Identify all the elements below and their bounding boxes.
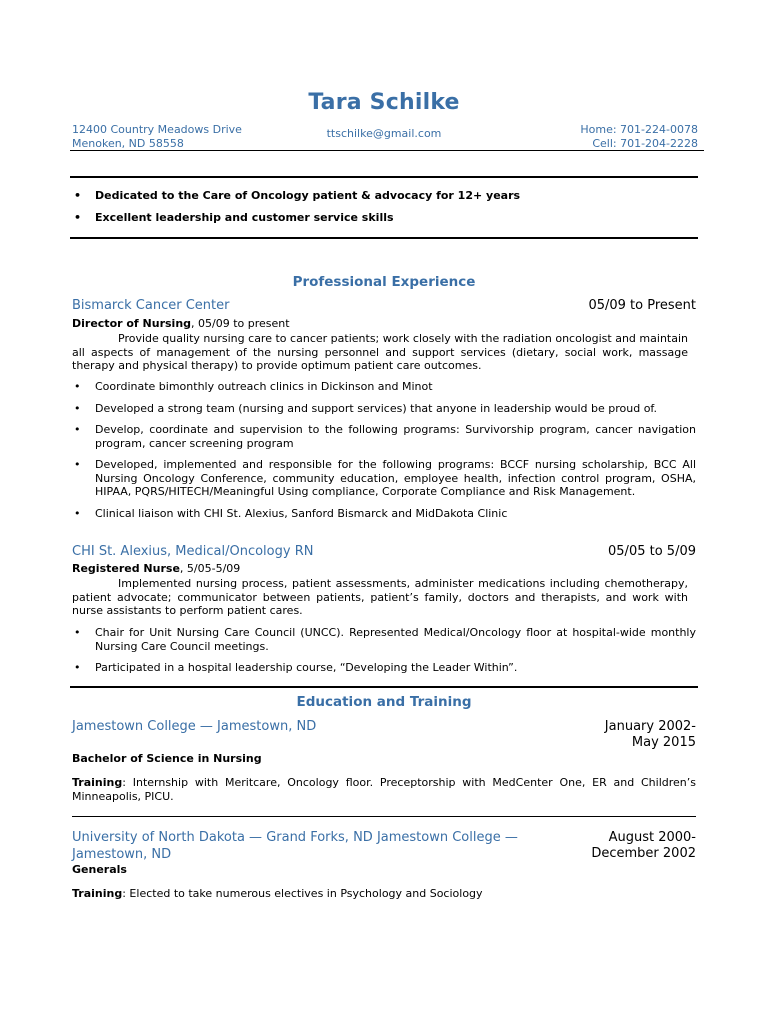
- job-bullet: • Coordinate bimonthly outreach clinics in Dickinson and Minot: [72, 380, 696, 394]
- edu-org: [72, 829, 518, 863]
- job-org: CHI St. Alexius, Medical/Oncology RN: [72, 544, 314, 559]
- edu-training: [72, 887, 696, 901]
- address-line-2: Menoken, ND 58558: [72, 137, 184, 150]
- edu-dates-line: May 2015: [631, 735, 696, 750]
- job-dates: 05/09 to Present: [588, 298, 696, 313]
- job-bullet: • Developed a strong team (nursing and support services) that anyone in leadership would be proud of.: [72, 402, 696, 416]
- summary-item: • Dedicated to the Care of Oncology patient & advocacy for 12+ years: [72, 189, 692, 202]
- edu-org-line: University of North Dakota — Grand Forks, ND Jamestown College —: [72, 830, 518, 845]
- edu-dates: [605, 719, 696, 751]
- header-divider: [70, 150, 704, 151]
- job-bullets: [72, 626, 696, 675]
- job-description: Provide quality nursing care to cancer patients; work closely with the radiation oncologist and maintain all aspects of management of the nursing personnel and support services (dietary, social work, massage therapy and physical therapy) to provide optimum patient care outcomes.: [72, 332, 688, 372]
- job-role: [72, 317, 290, 330]
- address-line-1: 12400 Country Meadows Drive: [72, 123, 242, 136]
- summary-item: • Excellent leadership and customer service skills: [72, 211, 692, 224]
- edu-training-label: Training: [72, 887, 123, 900]
- education-divider: [72, 816, 696, 817]
- cell-phone: Cell: 701-204-2228: [592, 137, 698, 150]
- home-phone: Home: 701-224-0078: [580, 123, 698, 136]
- job-bullet: • Chair for Unit Nursing Care Council (UNCC). Represented Medical/Oncology floor at hospital-wide monthly Nursing Care Council meetings.: [72, 626, 696, 653]
- edu-dates: [591, 830, 696, 862]
- job-role: [72, 562, 240, 575]
- job-role-title: Director of Nursing: [72, 317, 192, 330]
- edu-training: [72, 776, 696, 803]
- edu-org: Jamestown College — Jamestown, ND: [72, 719, 317, 734]
- job-bullets: [72, 380, 696, 520]
- education-top-rule: [70, 686, 698, 688]
- summary-top-rule: [70, 176, 698, 178]
- edu-degree: Bachelor of Science in Nursing: [72, 752, 262, 765]
- job-bullet: • Developed, implemented and responsible for the following programs: BCCF nursing scholarship, BCC All Nursing Oncology Conference, community education, employee health, infection control program, OSHA, HIPAA, PQRS/HITECH/Meaningful Using compliance, Corporate Compliance and Risk Management.: [72, 458, 696, 499]
- phone-block: [580, 123, 698, 151]
- edu-dates-line: August 2000-: [608, 830, 696, 845]
- edu-dates-line: December 2002: [591, 846, 696, 861]
- education-heading: Education and Training: [296, 694, 472, 710]
- candidate-name: Tara Schilke: [308, 90, 460, 115]
- email-text: ttschilke@gmail.com: [326, 127, 442, 140]
- job-bullet: • Clinical liaison with CHI St. Alexius, Sanford Bismarck and MidDakota Clinic: [72, 507, 696, 521]
- job-description: Implemented nursing process, patient assessments, administer medications including chemotherapy, patient advocate; communicator between patients, patient’s family, doctors and therapists, and work with nurse assistants to perform patient cares.: [72, 577, 688, 617]
- edu-training-text: : Elected to take numerous electives in Psychology and Sociology: [122, 887, 483, 900]
- job-org: Bismarck Cancer Center: [72, 298, 230, 313]
- job-role-title: Registered Nurse: [72, 562, 180, 575]
- edu-training-label: Training: [72, 776, 123, 789]
- edu-degree: Generals: [72, 863, 127, 876]
- job-bullet: • Develop, coordinate and supervision to the following programs: Survivorship program, cancer navigation program, cancer screening program: [72, 423, 696, 450]
- job-bullet: • Participated in a hospital leadership course, “Developing the Leader Within”.: [72, 661, 696, 675]
- job-dates: 05/05 to 5/09: [608, 544, 696, 559]
- edu-dates-line: January 2002-: [604, 719, 696, 734]
- edu-org-line: Jamestown, ND: [72, 847, 172, 862]
- edu-training-text: : Internship with Meritcare, Oncology floor. Preceptorship with MedCenter One, ER and Children’s Minneapolis, PICU.: [72, 776, 696, 803]
- summary-section: [72, 189, 692, 233]
- job-role-dates: , 5/05-5/09: [179, 562, 241, 575]
- experience-heading: Professional Experience: [292, 274, 476, 290]
- summary-bottom-rule: [70, 237, 698, 239]
- job-role-dates: , 05/09 to present: [191, 317, 290, 330]
